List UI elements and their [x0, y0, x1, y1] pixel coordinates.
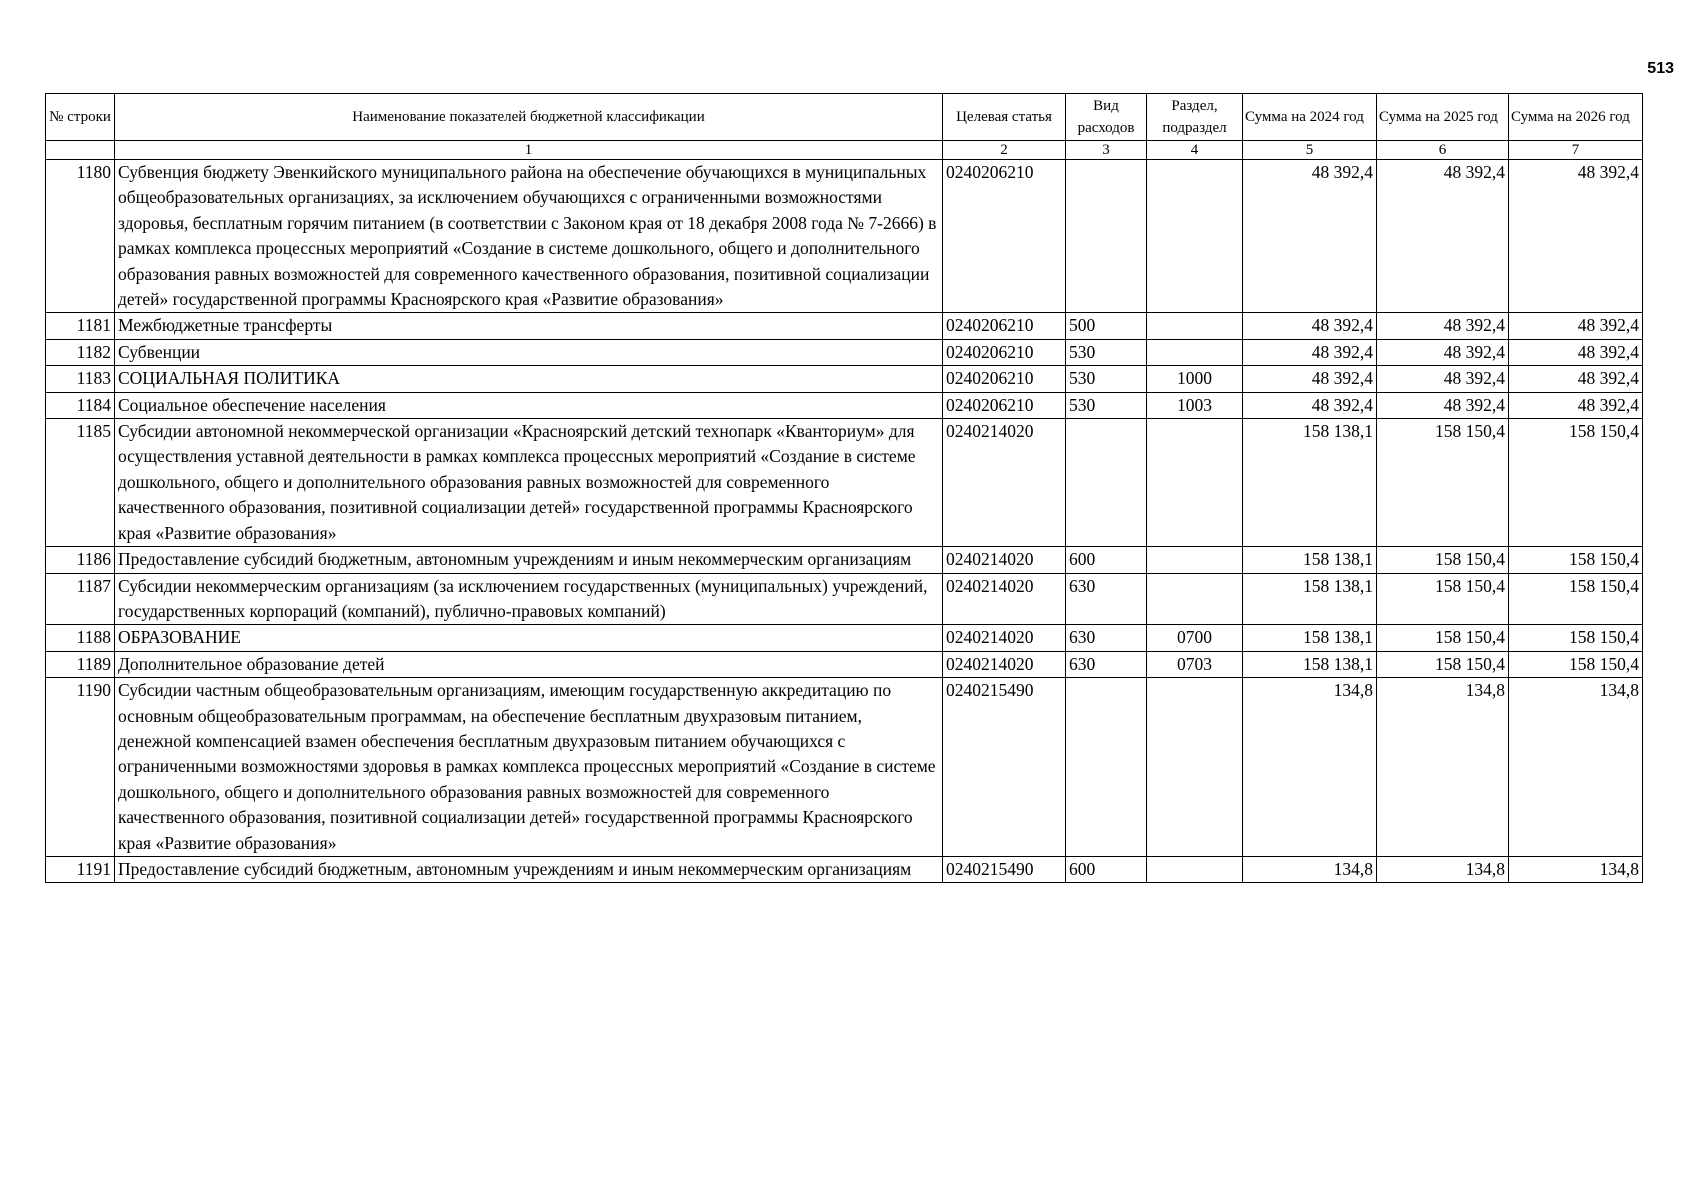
row-sum-2026: 48 392,4 — [1509, 392, 1643, 418]
table-row — [46, 651, 1643, 677]
row-sum-2025: 158 150,4 — [1377, 651, 1509, 677]
row-number: 1183 — [46, 366, 115, 392]
row-expense-kind: 630 — [1066, 573, 1147, 625]
header-row-no: № строки — [46, 94, 115, 141]
row-sum-2025: 158 150,4 — [1377, 573, 1509, 625]
row-name: Межбюджетные трансферты — [115, 313, 943, 339]
row-sum-2026: 134,8 — [1509, 678, 1643, 857]
row-sum-2025: 48 392,4 — [1377, 160, 1509, 313]
table-row — [46, 625, 1643, 651]
row-expense-kind — [1066, 160, 1147, 313]
row-number: 1180 — [46, 160, 115, 313]
budget-table — [45, 93, 1643, 883]
row-section — [1147, 313, 1243, 339]
table-row — [46, 678, 1643, 857]
row-expense-kind: 530 — [1066, 392, 1147, 418]
row-name: Социальное обеспечение населения — [115, 392, 943, 418]
row-target-article: 0240206210 — [943, 313, 1066, 339]
row-sum-2025: 48 392,4 — [1377, 313, 1509, 339]
row-sum-2025: 48 392,4 — [1377, 366, 1509, 392]
column-number: 3 — [1066, 141, 1147, 160]
table-row — [46, 419, 1643, 547]
header-sum-2024: Сумма на 2024 год — [1243, 94, 1377, 141]
row-target-article: 0240215490 — [943, 678, 1066, 857]
row-expense-kind — [1066, 678, 1147, 857]
row-sum-2024: 158 138,1 — [1243, 419, 1377, 547]
table-row — [46, 366, 1643, 392]
row-target-article: 0240214020 — [943, 547, 1066, 573]
row-sum-2026: 158 150,4 — [1509, 651, 1643, 677]
row-name: Субвенции — [115, 339, 943, 365]
header-kind: Вид расходов — [1066, 94, 1147, 141]
column-number: 4 — [1147, 141, 1243, 160]
header-name: Наименование показателей бюджетной классификации — [115, 94, 943, 141]
row-section: 1000 — [1147, 366, 1243, 392]
row-sum-2024: 48 392,4 — [1243, 339, 1377, 365]
header-sum-2025: Сумма на 2025 год — [1377, 94, 1509, 141]
row-sum-2026: 158 150,4 — [1509, 573, 1643, 625]
row-section — [1147, 678, 1243, 857]
row-name: Субвенция бюджету Эвенкийского муниципального района на обеспечение обучающихся в муниципальных общеобразовательных организациях, за исключением обучающихся с ограниченными возможностями здоровья, бесплатным горячим питанием (в соответствии с Законом края от 18 декабря 2008 года № 7-2666) в рамках комплекса процессных мероприятий «Создание в системе дошкольного, общего и дополнительного образования равных возможностей для современного качественного образования, позитивной социализации детей» государственной программы Красноярского края «Развитие образования» — [115, 160, 943, 313]
row-name: СОЦИАЛЬНАЯ ПОЛИТИКА — [115, 366, 943, 392]
row-sum-2025: 134,8 — [1377, 856, 1509, 882]
row-sum-2024: 158 138,1 — [1243, 651, 1377, 677]
row-target-article: 0240214020 — [943, 573, 1066, 625]
page-number: 513 — [1647, 60, 1674, 77]
row-sum-2026: 158 150,4 — [1509, 547, 1643, 573]
table-row — [46, 339, 1643, 365]
header-target: Целевая статья — [943, 94, 1066, 141]
row-target-article: 0240214020 — [943, 651, 1066, 677]
table-row — [46, 856, 1643, 882]
column-number — [46, 141, 115, 160]
row-sum-2026: 134,8 — [1509, 856, 1643, 882]
table-row — [46, 573, 1643, 625]
row-name: Предоставление субсидий бюджетным, автономным учреждениям и иным некоммерческим организациям — [115, 856, 943, 882]
row-sum-2026: 48 392,4 — [1509, 366, 1643, 392]
row-number: 1190 — [46, 678, 115, 857]
row-name: Предоставление субсидий бюджетным, автономным учреждениям и иным некоммерческим организациям — [115, 547, 943, 573]
row-expense-kind: 530 — [1066, 339, 1147, 365]
row-number: 1187 — [46, 573, 115, 625]
row-sum-2026: 48 392,4 — [1509, 160, 1643, 313]
row-sum-2024: 158 138,1 — [1243, 547, 1377, 573]
row-target-article: 0240214020 — [943, 419, 1066, 547]
column-number: 6 — [1377, 141, 1509, 160]
row-expense-kind: 600 — [1066, 856, 1147, 882]
row-section: 1003 — [1147, 392, 1243, 418]
row-sum-2024: 134,8 — [1243, 856, 1377, 882]
row-number: 1184 — [46, 392, 115, 418]
header-sum-2026: Сумма на 2026 год — [1509, 94, 1643, 141]
row-expense-kind — [1066, 419, 1147, 547]
row-target-article: 0240206210 — [943, 160, 1066, 313]
row-expense-kind: 630 — [1066, 625, 1147, 651]
row-target-article: 0240214020 — [943, 625, 1066, 651]
row-section — [1147, 419, 1243, 547]
row-expense-kind: 630 — [1066, 651, 1147, 677]
row-sum-2025: 158 150,4 — [1377, 547, 1509, 573]
table-row — [46, 547, 1643, 573]
row-sum-2026: 158 150,4 — [1509, 625, 1643, 651]
row-section — [1147, 160, 1243, 313]
row-sum-2024: 48 392,4 — [1243, 160, 1377, 313]
row-sum-2026: 48 392,4 — [1509, 339, 1643, 365]
row-number: 1182 — [46, 339, 115, 365]
row-target-article: 0240206210 — [943, 392, 1066, 418]
row-sum-2024: 158 138,1 — [1243, 573, 1377, 625]
row-section: 0703 — [1147, 651, 1243, 677]
row-sum-2025: 48 392,4 — [1377, 392, 1509, 418]
row-sum-2026: 158 150,4 — [1509, 419, 1643, 547]
row-expense-kind: 600 — [1066, 547, 1147, 573]
row-name: Субсидии некоммерческим организациям (за исключением государственных (муниципальных) учреждений, государственных корпораций (компаний), публично-правовых компаний) — [115, 573, 943, 625]
row-target-article: 0240206210 — [943, 366, 1066, 392]
row-section: 0700 — [1147, 625, 1243, 651]
column-number: 2 — [943, 141, 1066, 160]
row-sum-2024: 48 392,4 — [1243, 313, 1377, 339]
row-target-article: 0240206210 — [943, 339, 1066, 365]
column-number: 5 — [1243, 141, 1377, 160]
row-expense-kind: 530 — [1066, 366, 1147, 392]
row-section — [1147, 339, 1243, 365]
table-row — [46, 313, 1643, 339]
row-section — [1147, 856, 1243, 882]
row-sum-2025: 134,8 — [1377, 678, 1509, 857]
row-number: 1186 — [46, 547, 115, 573]
table-row — [46, 160, 1643, 313]
row-number: 1181 — [46, 313, 115, 339]
row-number: 1188 — [46, 625, 115, 651]
column-numbers-row — [46, 141, 1643, 160]
row-sum-2024: 134,8 — [1243, 678, 1377, 857]
table-row — [46, 392, 1643, 418]
header-section: Раздел, подраздел — [1147, 94, 1243, 141]
row-sum-2025: 158 150,4 — [1377, 419, 1509, 547]
row-sum-2025: 48 392,4 — [1377, 339, 1509, 365]
column-number: 7 — [1509, 141, 1643, 160]
row-sum-2024: 48 392,4 — [1243, 366, 1377, 392]
row-sum-2026: 48 392,4 — [1509, 313, 1643, 339]
row-sum-2024: 48 392,4 — [1243, 392, 1377, 418]
row-number: 1185 — [46, 419, 115, 547]
row-target-article: 0240215490 — [943, 856, 1066, 882]
row-sum-2024: 158 138,1 — [1243, 625, 1377, 651]
row-name: Дополнительное образование детей — [115, 651, 943, 677]
header-row — [46, 94, 1643, 141]
row-number: 1191 — [46, 856, 115, 882]
row-sum-2025: 158 150,4 — [1377, 625, 1509, 651]
column-number: 1 — [115, 141, 943, 160]
row-section — [1147, 547, 1243, 573]
row-name: ОБРАЗОВАНИЕ — [115, 625, 943, 651]
row-name: Субсидии автономной некоммерческой организации «Красноярский детский технопарк «Кванториум» для осуществления уставной деятельности в рамках комплекса процессных мероприятий «Создание в системе дошкольного, общего и дополнительного образования равных возможностей для современного качественного образования, позитивной социализации детей» государственной программы Красноярского края «Развитие образования» — [115, 419, 943, 547]
row-name: Субсидии частным общеобразовательным организациям, имеющим государственную аккредитацию по основным общеобразовательным программам, на обеспечение бесплатным двухразовым питанием, денежной компенсацией взамен обеспечения бесплатным двухразовым питанием обучающихся с ограниченными возможностями здоровья в рамках комплекса процессных мероприятий «Создание в системе дошкольного, общего и дополнительного образования равных возможностей для современного качественного образования, позитивной социализации детей» государственной программы Красноярского края «Развитие образования» — [115, 678, 943, 857]
row-expense-kind: 500 — [1066, 313, 1147, 339]
row-number: 1189 — [46, 651, 115, 677]
row-section — [1147, 573, 1243, 625]
